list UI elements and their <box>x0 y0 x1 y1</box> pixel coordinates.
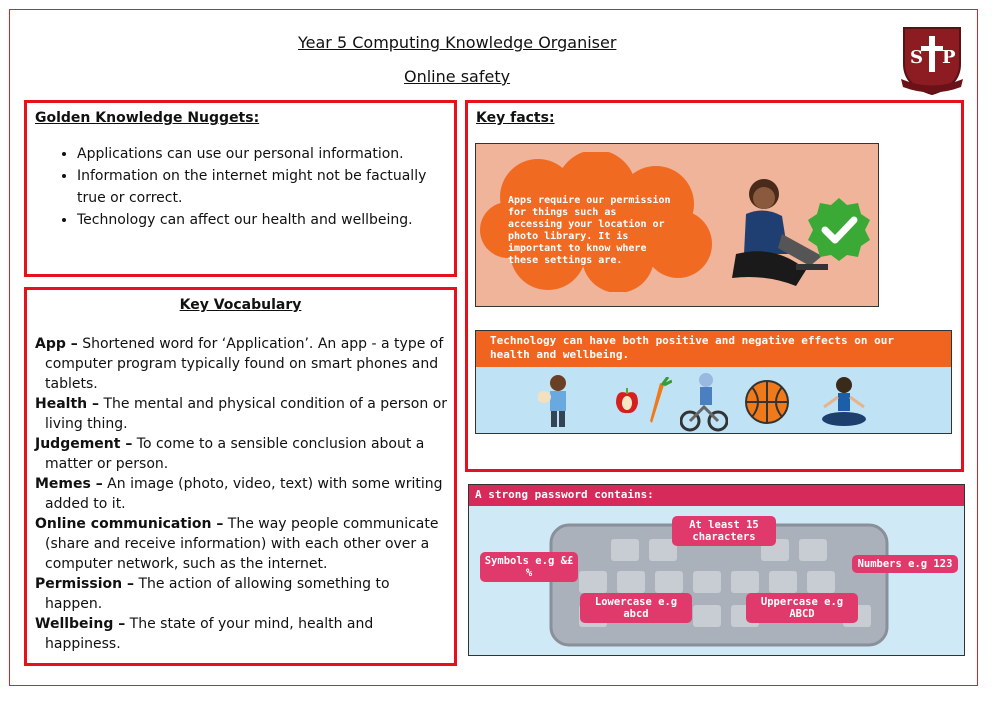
person-meditating-icon <box>818 375 870 429</box>
password-tag-uppercase: Uppercase e.g ABCD <box>746 593 858 623</box>
nuggets-title: Golden Knowledge Nuggets: <box>35 110 260 126</box>
vocab-entry <box>35 394 450 434</box>
permissions-text: Apps require our permission for things such as accessing your location or photo library. It is important to know where these settings are. <box>508 195 671 266</box>
vocab-entry <box>35 334 450 394</box>
vocab-term: Online communication – <box>35 516 224 532</box>
vocabulary-panel <box>24 287 457 666</box>
svg-text:P: P <box>942 47 956 68</box>
vocab-definition: The mental and physical condition of a person or living thing. <box>45 396 448 432</box>
list-item: • Technology can affect our health and wellbeing. <box>77 209 447 231</box>
vocab-term: Health – <box>35 396 99 412</box>
password-tag-lowercase: Lowercase e.g abcd <box>580 593 692 623</box>
password-tag-symbols: Symbols e.g &£% <box>480 552 578 582</box>
password-illustration <box>468 484 965 656</box>
health-illustration <box>475 330 952 434</box>
vocab-definition: An image (photo, video, text) with some writing added to it. <box>45 476 443 512</box>
vocab-term: Judgement – <box>35 436 133 452</box>
child-cycling-icon <box>680 371 728 433</box>
school-crest-logo <box>899 24 965 96</box>
carrot-icon <box>646 377 672 427</box>
nuggets-list <box>47 143 447 231</box>
vocabulary-title: Key Vocabulary <box>179 297 302 313</box>
vocab-entry <box>35 574 450 614</box>
checkmark-badge-icon <box>806 196 872 262</box>
nuggets-panel <box>24 100 457 277</box>
svg-text:S: S <box>910 47 923 68</box>
vocab-term: Wellbeing – <box>35 616 126 632</box>
health-text: Technology can have both positive and negative effects on our health and wellbeing. <box>490 334 894 361</box>
vocab-term: App – <box>35 336 78 352</box>
password-heading: A strong password contains: <box>475 488 654 501</box>
basketball-icon <box>744 379 790 425</box>
key-facts-title: Key facts: <box>476 110 555 126</box>
vocabulary-list <box>35 334 450 654</box>
vocab-entry <box>35 434 450 474</box>
list-item: • Information on the internet might not be factually true or correct. <box>77 165 447 209</box>
child-painting-icon <box>538 373 578 431</box>
vocab-definition: The way people communicate (share and receive information) with each other over a computer network, such as the internet. <box>45 516 439 572</box>
page-subtitle: Online safety <box>404 67 511 86</box>
vocab-entry <box>35 614 450 654</box>
list-item: • Applications can use our personal information. <box>77 143 447 165</box>
vocab-definition: The action of allowing something to happen. <box>45 576 390 612</box>
password-tag-numbers: Numbers e.g 123 <box>852 555 958 573</box>
vocab-entry <box>35 474 450 514</box>
password-tag-length: At least 15 characters <box>672 516 776 546</box>
vocab-definition: The state of your mind, health and happiness. <box>45 616 374 652</box>
page-title: Year 5 Computing Knowledge Organiser <box>298 33 617 52</box>
vocab-term: Memes – <box>35 476 103 492</box>
vocab-entry <box>35 514 450 574</box>
vocab-definition: To come to a sensible conclusion about a matter or person. <box>45 436 425 472</box>
apple-icon <box>614 387 640 415</box>
vocab-term: Permission – <box>35 576 134 592</box>
vocab-definition: Shortened word for ‘Application’. An app - a type of computer program typically found on smart phones and tablets. <box>45 336 444 392</box>
permissions-illustration <box>475 143 879 307</box>
